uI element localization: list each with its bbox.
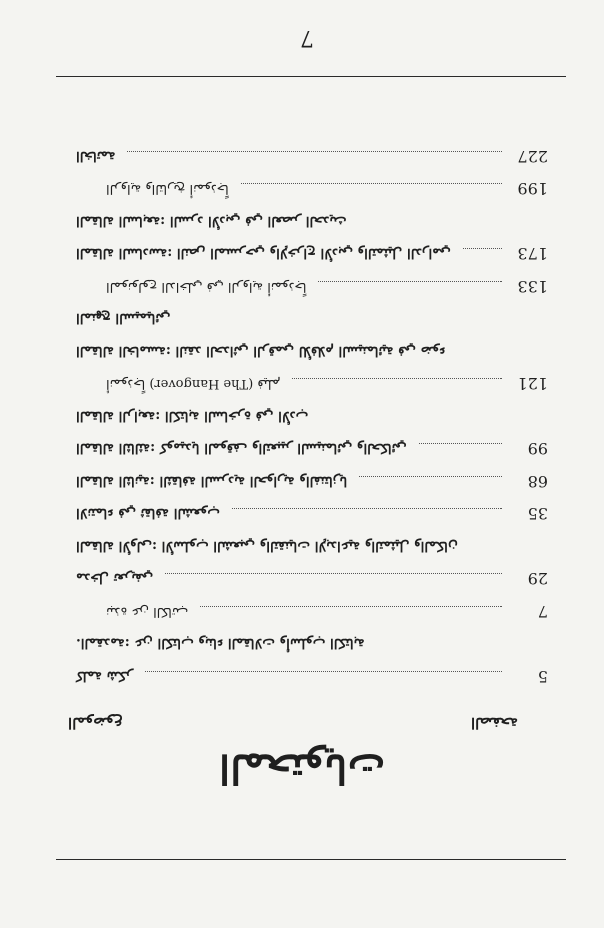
toc-entry bbox=[76, 627, 548, 660]
toc-entry bbox=[76, 595, 548, 628]
toc-entry bbox=[76, 562, 548, 595]
toc-entry-label: فيلم (The Hangover) أنموذجاً bbox=[106, 376, 281, 392]
toc-entry-page: 227 bbox=[517, 147, 548, 166]
toc-entry-label: مدخل تعريفي bbox=[76, 570, 154, 587]
toc-entry-label: المقدمة: عن الكتاب وبناء المقالات وأسلوب الكتابة. bbox=[76, 635, 365, 652]
toc-entry-page: 99 bbox=[527, 439, 548, 459]
toc-entry-label: المقالة الخامسة: النقد الحداثي الرقمي للأفلام السينمائية في ضوء bbox=[76, 343, 446, 359]
toc-entry-page: 5 bbox=[537, 667, 548, 686]
toc-entry bbox=[76, 205, 548, 238]
toc-leader-dots bbox=[200, 606, 502, 607]
toc-entry-page: 7 bbox=[537, 602, 548, 621]
toc-entry-label: المقالة السادسة: النص المسرحي والإخراج الأدبي والتمثيل الدرامي bbox=[76, 245, 451, 262]
toc-entry bbox=[76, 237, 548, 270]
toc-entry-label: نبذة عن الكاتب bbox=[106, 604, 189, 619]
toc-entry-label: المقالة الأولى: الأسلوب الشعبي والتقنيات الإبداعية والتمثيل والمكان bbox=[76, 538, 458, 554]
toc-entry-label: المقالة السابعة: السرد الأدبي في العصر الحديث bbox=[76, 213, 347, 229]
toc-entry bbox=[76, 497, 548, 530]
toc-entry-label: الخاتمة bbox=[76, 148, 116, 164]
toc-leader-dots bbox=[128, 151, 503, 152]
toc-leader-dots bbox=[292, 379, 502, 380]
toc-entry-label: المنهج السيميائي bbox=[76, 310, 171, 327]
toc-entry bbox=[76, 530, 548, 563]
toc-entries bbox=[76, 140, 548, 693]
toc-leader-dots bbox=[419, 444, 502, 445]
toc-entry-label: كلمة شكر bbox=[76, 668, 133, 684]
toc-leader-dots bbox=[232, 509, 502, 510]
toc-entry-page: 121 bbox=[517, 374, 548, 394]
toc-leader-dots bbox=[145, 671, 502, 672]
toc-entry bbox=[76, 270, 548, 303]
toc-entry-page: 173 bbox=[517, 244, 548, 264]
toc-leader-dots bbox=[318, 281, 502, 282]
toc-entry bbox=[76, 367, 548, 400]
toc-entry bbox=[76, 400, 548, 433]
toc-entry bbox=[76, 432, 548, 465]
toc-entry-label: المقالة الثالثة: كوميديا الموقف والتعبير السينمائي والحكائي bbox=[76, 440, 407, 457]
subject-column-header: الموضوع bbox=[68, 714, 123, 732]
toc-leader-dots bbox=[241, 184, 502, 185]
toc-entry bbox=[76, 172, 548, 205]
toc-entry-label: الرواية والتاريخ أنموذجاً bbox=[106, 181, 229, 197]
top-rule bbox=[56, 859, 566, 860]
toc-entry-page: 199 bbox=[517, 179, 548, 199]
toc-entry-page: 29 bbox=[527, 569, 548, 589]
toc-entry bbox=[76, 465, 548, 498]
toc-entry-label: المونولوج الداخلي في الرواية أنموذجاً bbox=[106, 279, 307, 294]
toc-entry-page: 35 bbox=[527, 504, 548, 524]
toc-entry bbox=[76, 140, 548, 173]
toc-leader-dots bbox=[463, 249, 502, 250]
page-number: 7 bbox=[300, 25, 314, 50]
toc-entry-label: الانتماء في ثقافة الشعوب bbox=[76, 505, 220, 522]
page-title: المحتويات bbox=[219, 745, 385, 792]
toc-leader-dots bbox=[165, 574, 502, 575]
toc-entry bbox=[76, 302, 548, 335]
toc-entry-page: 68 bbox=[527, 472, 548, 491]
toc-entry-label: المقالة الرابعة: الكتابة الساخرة في الأدب bbox=[76, 408, 309, 424]
bottom-rule bbox=[56, 76, 566, 77]
toc-leader-dots bbox=[359, 476, 502, 477]
page-column-header: الصفحة bbox=[470, 714, 518, 732]
toc-entry-page: 133 bbox=[517, 277, 548, 296]
toc-entry-label: المقالة الثانية: الثقافة السردية الحوارية والفنتازيا bbox=[76, 473, 348, 489]
toc-entry bbox=[76, 660, 548, 693]
toc-entry bbox=[76, 335, 548, 368]
